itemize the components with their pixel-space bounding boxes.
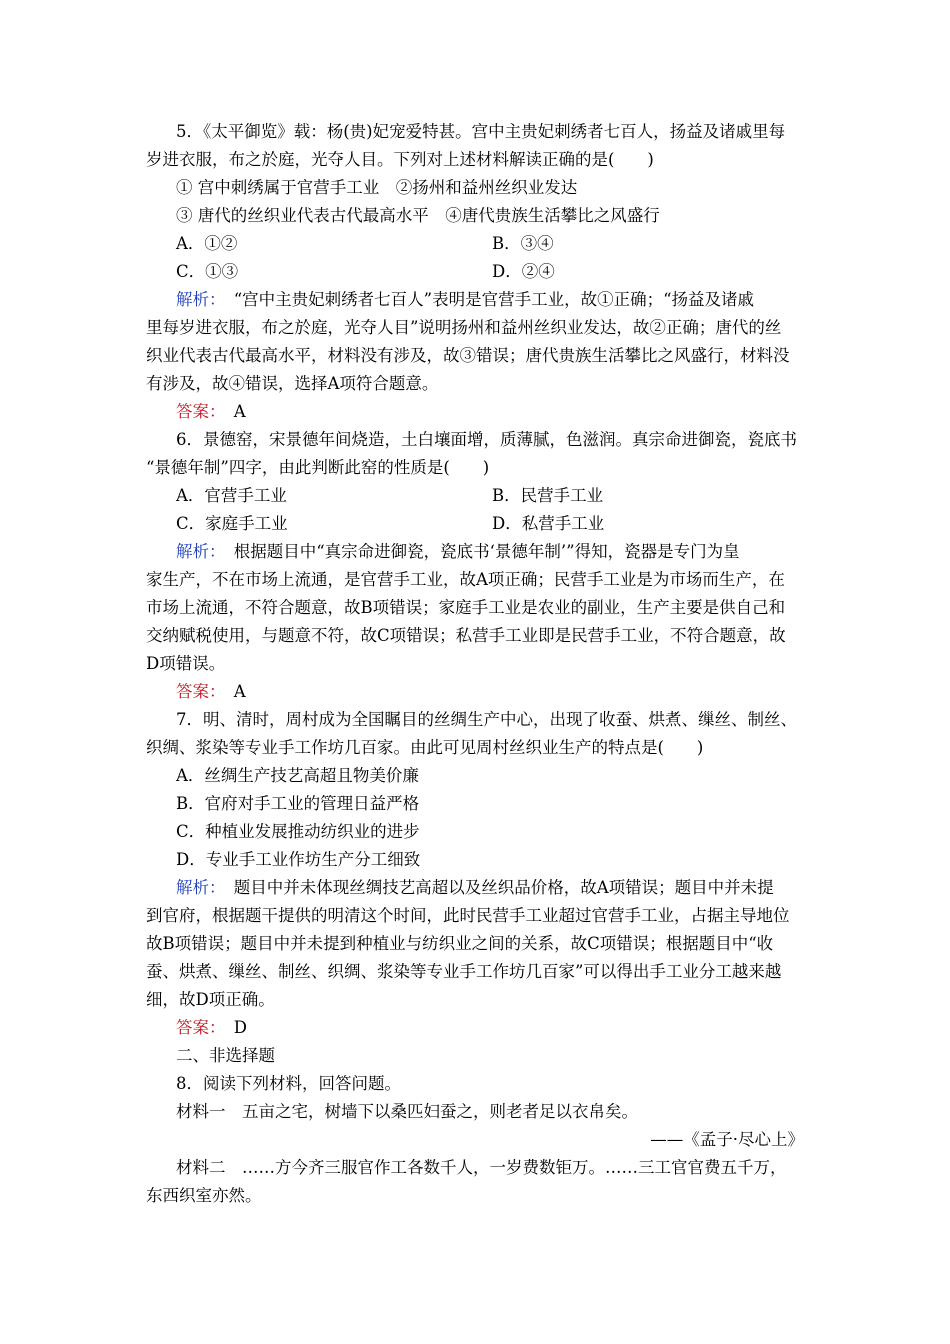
q7-explanation-line4: 蚕、烘煮、缫丝、制丝、织绸、浆染等专业手工作坊几百家”可以得出手工业分工越来越 [146, 962, 782, 981]
q6-explanation-line5: D项错误。 [146, 654, 226, 673]
q7-explanation-line1 [176, 874, 774, 902]
q6-option-a: A．官营手工业 [176, 486, 287, 505]
q5-explanation-text1: “宫中主贵妃刺绣者七百人”表明是官营手工业，故①正确；“扬益及诸戚 [217, 290, 755, 309]
q6-explanation-line2: 家生产，不在市场上流通，是官营手工业，故A项正确；民营手工业是为市场而生产，在 [146, 570, 785, 589]
q6-explanation-line1 [176, 538, 740, 566]
q7-explanation-line3: 故B项错误；题目中并未提到种植业与纺织业之间的关系，故C项错误；根据题目中“收 [146, 934, 774, 953]
q6-answer: A [217, 682, 246, 701]
q8-material2-line1: 材料二 ……方今齐三服官作工各数千人，一岁费数钜万。……三工官官费五千万， [176, 1158, 787, 1177]
q6-stem-line2: “景德年制”四字，由此判断此窑的性质是( ) [146, 458, 490, 477]
q6-option-d: D．私营手工业 [492, 514, 605, 533]
q8-material1: 材料一 五亩之宅，树墙下以桑匹妇蚕之，则老者足以衣帛矣。 [176, 1102, 638, 1121]
q5-item-line2: ③ 唐代的丝织业代表古代最高水平 ④唐代贵族生活攀比之风盛行 [176, 206, 660, 225]
q7-explanation-text1: 题目中并未体现丝绸技艺高超以及丝织品价格，故A项错误；题目中并未提 [217, 878, 774, 897]
q7-explanation-label: 解析： [176, 878, 218, 897]
q6-answer-label: 答案： [176, 682, 218, 701]
q7-option-a: A．丝绸生产技艺高超且物美价廉 [176, 766, 419, 785]
q5-explanation-line1 [176, 286, 754, 314]
q6-explanation-line3: 市场上流通，不符合题意，故B项错误；家庭手工业是农业的副业，生产主要是供自己和 [146, 598, 786, 617]
q5-option-d: D．②④ [492, 262, 555, 281]
q5-option-b: B．③④ [492, 234, 554, 253]
q6-option-b: B．民营手工业 [492, 486, 604, 505]
q7-option-c: C．种植业发展推动纺织业的进步 [176, 822, 420, 841]
q5-explanation-line2: 里每岁进衣服，布之於庭，光夺人目”说明扬州和益州丝织业发达，故②正确；唐代的丝 [146, 318, 782, 337]
q5-stem-line1: 5．《太平御览》载：杨(贵)妃宠爱特甚。宫中主贵妃刺绣者七百人，扬益及诸戚里每 [176, 122, 786, 141]
q8-stem: 8．阅读下列材料，回答问题。 [176, 1074, 401, 1093]
q6-answer-line [176, 678, 246, 706]
q6-stem-line1: 6．景德窑，宋景德年间烧造，土白壤面增，质薄腻，色滋润。真宗命进御瓷，瓷底书 [176, 430, 797, 449]
q7-explanation-line2: 到官府，根据题干提供的明清这个时间，此时民营手工业超过官营手工业，占据主导地位 [146, 906, 790, 925]
q7-option-b: B．官府对手工业的管理日益严格 [176, 794, 420, 813]
q5-answer-line [176, 398, 246, 426]
q7-stem-line2: 织绸、浆染等专业手工作坊几百家。由此可见周村丝织业生产的特点是( ) [146, 738, 704, 757]
q5-explanation-line4: 有涉及，故④错误，选择A项符合题意。 [146, 374, 439, 393]
q5-explanation-label: 解析： [176, 290, 218, 309]
q6-explanation-line4: 交纳赋税使用，与题意不符，故C项错误；私营手工业即是民营手工业，不符合题意，故 [146, 626, 786, 645]
q5-option-c: C．①③ [176, 262, 239, 281]
q6-option-c: C．家庭手工业 [176, 514, 288, 533]
q5-answer-label: 答案： [176, 402, 218, 421]
q7-stem-line1: 7．明、清时，周村成为全国瞩目的丝绸生产中心，出现了收蚕、烘煮、缫丝、制丝、 [176, 710, 797, 729]
q7-explanation-line5: 细，故D项正确。 [146, 990, 275, 1009]
q6-explanation-text1: 根据题目中“真宗命进御瓷，瓷底书‘景德年制’”得知，瓷器是专门为皇 [217, 542, 740, 561]
section-heading: 二、非选择题 [176, 1046, 275, 1065]
q5-answer: A [217, 402, 246, 421]
q7-option-d: D．专业手工业作坊生产分工细致 [176, 850, 421, 869]
q5-option-a: A．①② [176, 234, 238, 253]
q5-item-line1: ① 宫中刺绣属于官营手工业 ②扬州和益州丝织业发达 [176, 178, 578, 197]
q7-answer-line [176, 1014, 247, 1042]
q6-explanation-label: 解析： [176, 542, 218, 561]
q8-material1-source: ——《孟子·尽心上》 [650, 1130, 804, 1149]
q7-answer: D [217, 1018, 247, 1037]
q5-stem-line2: 岁进衣服，布之於庭，光夺人目。下列对上述材料解读正确的是( ) [146, 150, 654, 169]
q8-material2-line2: 东西织室亦然。 [146, 1186, 262, 1205]
q5-explanation-line3: 织业代表古代最高水平，材料没有涉及，故③错误；唐代贵族生活攀比之风盛行，材料没 [146, 346, 790, 365]
q7-answer-label: 答案： [176, 1018, 218, 1037]
